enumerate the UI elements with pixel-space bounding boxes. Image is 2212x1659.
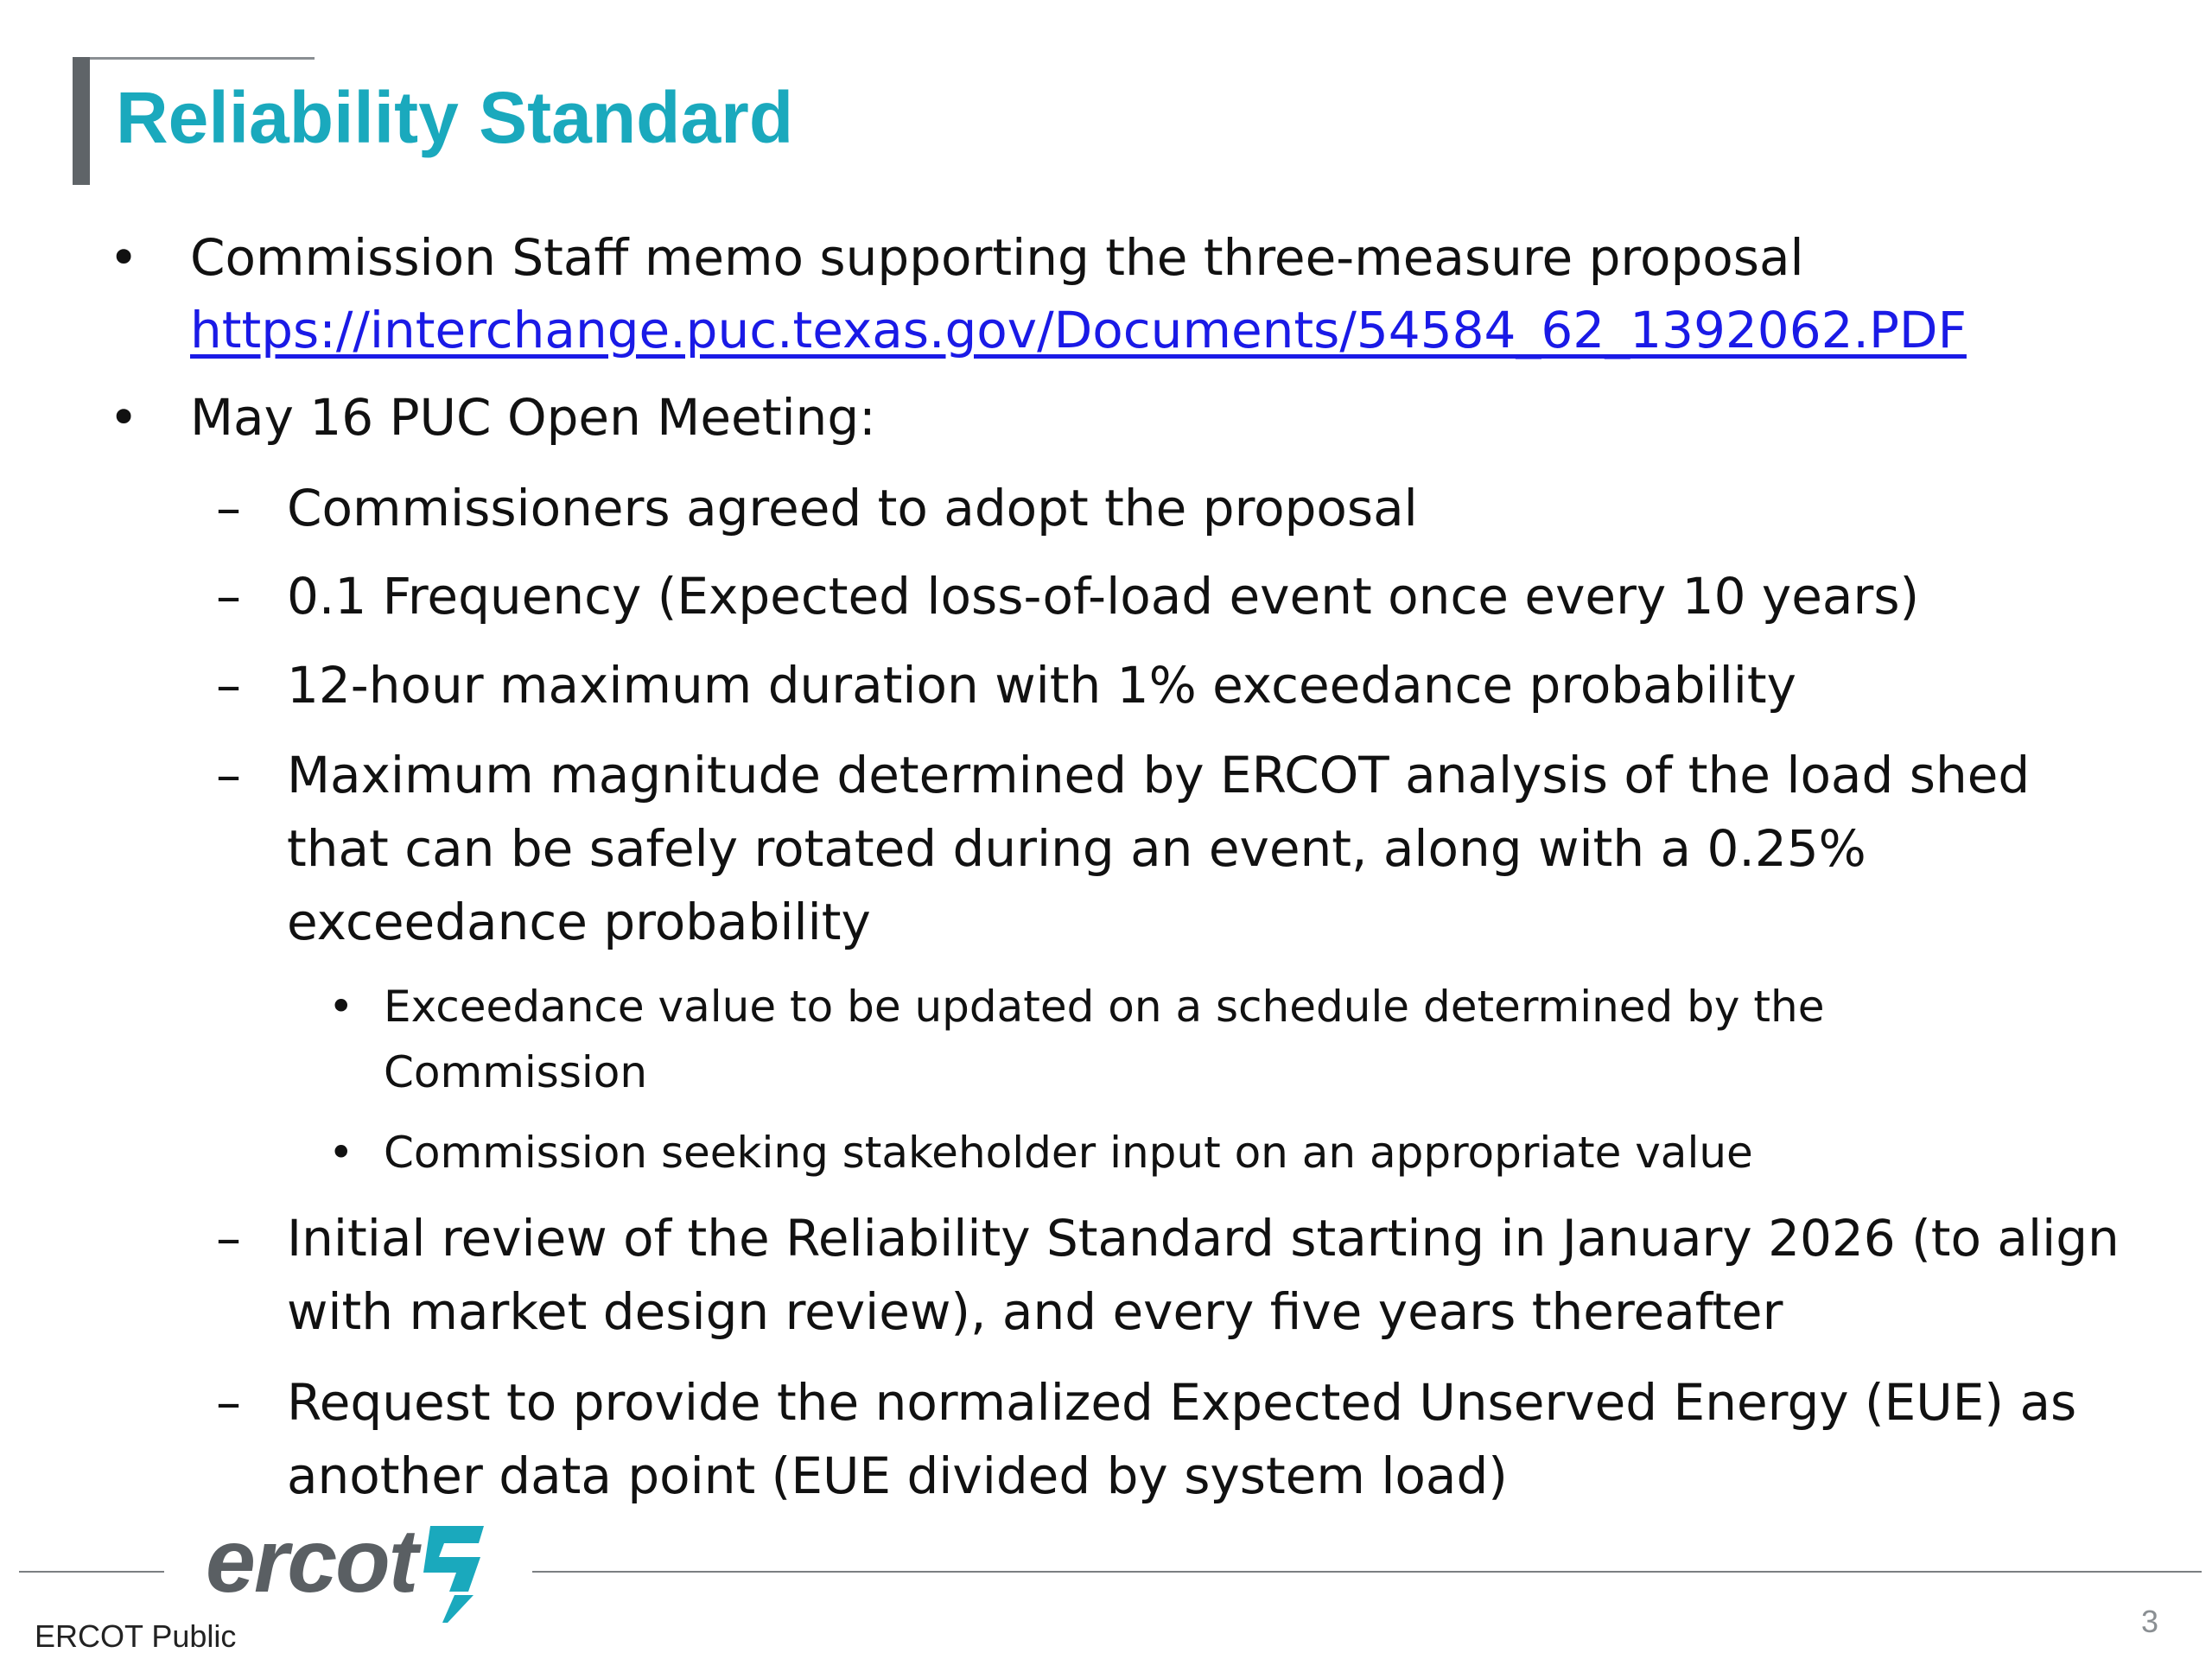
dash-marker: – [216,1209,241,1268]
exceedance-update-line-1: Exceedance value to be updated on a schedule determined by the [384,982,1825,1032]
page-number: 3 [2140,1604,2158,1639]
dash-marker: – [216,479,241,537]
ercot-logo-icon [404,1521,499,1624]
duration-item: 12-hour maximum duration with 1% exceedance probability [287,656,1796,715]
slide-title: Reliability Standard [116,77,794,158]
dash-marker: – [216,1373,241,1432]
ercot-logo: ercot [206,1511,417,1611]
meeting-heading: May 16 PUC Open Meeting: [190,388,876,447]
bullet-marker: • [109,228,139,287]
footer-rule-left [19,1571,164,1573]
eue-line-2: another data point (EUE divided by system load) [287,1446,1508,1505]
magnitude-line-3: exceedance probability [287,893,871,951]
exceedance-update-line-2: Commission [384,1047,648,1097]
sub-bullet-marker: • [328,1128,354,1178]
footer-classification: ERCOT Public [35,1618,237,1654]
frequency-item: 0.1 Frequency (Expected loss-of-load event once every 10 years) [287,567,1920,626]
magnitude-line-1: Maximum magnitude determined by ERCOT analysis of the load shed [287,746,2031,804]
magnitude-line-2: that can be safely rotated during an event, along with a 0.25% [287,819,1866,878]
eue-line-1: Request to provide the normalized Expected Unserved Energy (EUE) as [287,1373,2077,1432]
memo-link[interactable]: https://interchange.puc.texas.gov/Documents/54584_62_1392062.PDF [190,301,1967,359]
dash-marker: – [216,656,241,715]
bullet-marker: • [109,388,139,447]
stakeholder-input-item: Commission seeking stakeholder input on an appropriate value [384,1128,1753,1178]
memo-text: Commission Staff memo supporting the three-measure proposal [190,228,1804,287]
review-line-1: Initial review of the Reliability Standard starting in January 2026 (to align [287,1209,2120,1268]
adopt-item: Commissioners agreed to adopt the proposal [287,479,1418,537]
footer-rule-right [532,1571,2202,1573]
review-line-2: with market design review), and every five years thereafter [287,1282,1783,1341]
dash-marker: – [216,567,241,626]
dash-marker: – [216,746,241,804]
sub-bullet-marker: • [328,982,354,1032]
